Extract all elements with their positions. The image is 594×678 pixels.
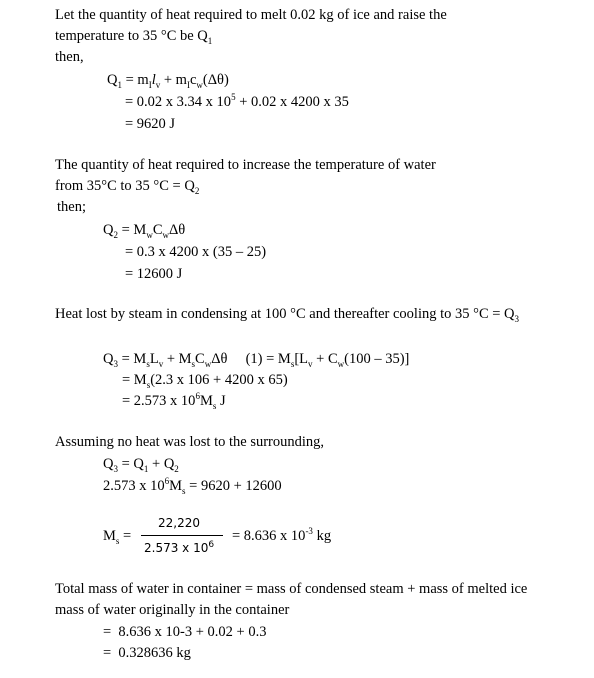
text-line: Total mass of water in container = mass of condensed steam + mass of melted ice [55, 581, 528, 597]
equation: = 0.02 x 3.34 x $10^5 + 0.02$ x 4200 x 35 [125, 92, 349, 110]
equation: = 8.636 x 10-3 + 0.02 + 0.3 [103, 624, 267, 640]
equation: $Q_3 = Q_1 + Q_2$ [103, 456, 179, 474]
equation: $Q_1 = m_Il_v + m_Ic_w(\Delta\theta)$ [107, 72, 229, 90]
equation: = 9620 J [125, 116, 176, 132]
text-line: Let the quantity of heat required to melt 0.02 kg of ice and raise the [55, 7, 447, 23]
text-line: temperature to 35 °C be $Q_1$ [55, 28, 213, 46]
equation: = $M_s(2.3$ x 106 + 4200 x 65) [122, 372, 288, 390]
fraction-denominator: 2.573 x $10^6$ [144, 540, 215, 555]
fraction-numerator: 22,220 [158, 516, 200, 530]
equation: $Q_2 = M_wC_w\Delta\theta$ [103, 222, 186, 240]
text-line: The quantity of heat required to increase the temperature of water [55, 157, 436, 173]
fraction-lhs: $M_s$ = [103, 528, 132, 546]
equation: = 0.3 x 4200 x (35 – 25) [125, 244, 267, 260]
fraction-rhs: = 8.636 x $10^{-3}$ kg [232, 526, 332, 544]
equation: 2.573 x $10^6M_s = 9620 + 12600$ [103, 476, 282, 496]
equation: = 2.573 x $10^6M_s$ J [122, 391, 226, 411]
equation: = 12600 J [125, 266, 183, 282]
text-line: Assuming no heat was lost to the surrounding, [55, 434, 325, 450]
text-line: then, [55, 49, 84, 65]
fraction-bar [141, 535, 223, 536]
equation: = 0.328636 kg [103, 645, 191, 661]
text-line: from 35°C to 35 $^\circ C = Q_2$ [55, 178, 200, 196]
equation: $Q_3 = M_sL_v + M_sC_w\Delta\theta$ $(1) = M_s[L_v + C_w(100 - 35)]$ [103, 351, 410, 369]
text-line: then; [57, 199, 86, 215]
text-line: Heat lost by steam in condensing at 100 °C and thereafter cooling to 35 $^\circ C = Q_3$ [55, 306, 520, 324]
text-line: mass of water originally in the container [55, 602, 290, 618]
